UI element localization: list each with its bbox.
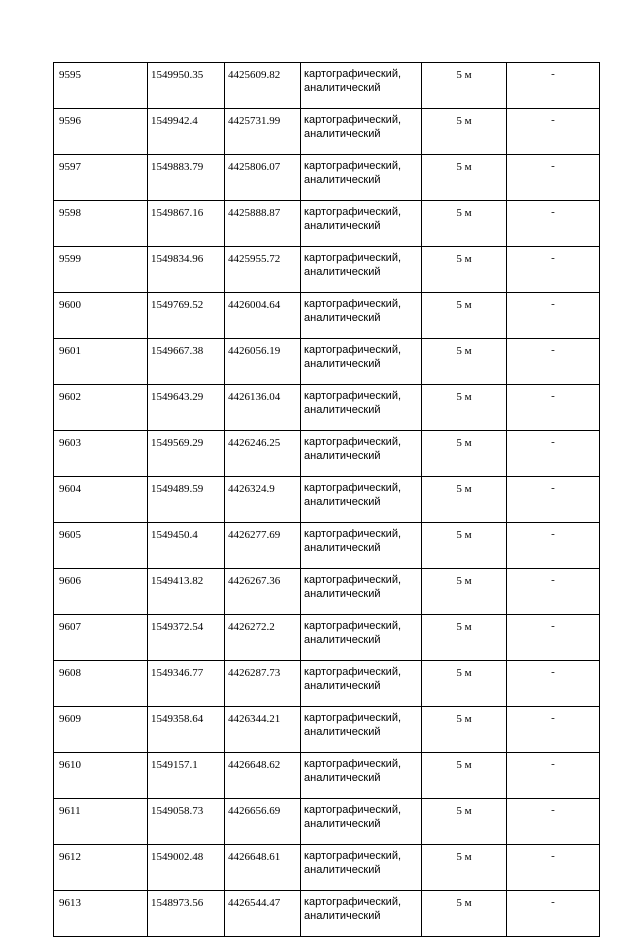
x-coordinate-cell: 1549950.35 <box>148 63 225 109</box>
accuracy-cell: 5 м <box>422 753 507 799</box>
method-line-2: аналитический <box>304 726 381 738</box>
method-cell <box>301 799 422 845</box>
note-cell: - <box>507 707 600 753</box>
method-line-1: картографический, <box>304 436 402 448</box>
y-coordinate-cell: 4425609.82 <box>225 63 301 109</box>
method-line-1: картографический, <box>304 804 402 816</box>
method-cell <box>301 615 422 661</box>
table-row <box>54 707 600 753</box>
accuracy-cell: 5 м <box>422 707 507 753</box>
note-cell: - <box>507 523 600 569</box>
note-cell: - <box>507 753 600 799</box>
x-coordinate-cell: 1549450.4 <box>148 523 225 569</box>
method-cell <box>301 247 422 293</box>
method-cell <box>301 661 422 707</box>
table-row <box>54 201 600 247</box>
method-line-2: аналитический <box>304 266 381 278</box>
method-cell <box>301 109 422 155</box>
method-line-1: картографический, <box>304 620 402 632</box>
accuracy-cell: 5 м <box>422 891 507 937</box>
x-coordinate-cell: 1549569.29 <box>148 431 225 477</box>
method-line-1: картографический, <box>304 298 402 310</box>
method-line-2: аналитический <box>304 680 381 692</box>
note-cell: - <box>507 385 600 431</box>
x-coordinate-cell: 1549834.96 <box>148 247 225 293</box>
y-coordinate-cell: 4426004.64 <box>225 293 301 339</box>
method-line-1: картографический, <box>304 896 402 908</box>
accuracy-cell: 5 м <box>422 385 507 431</box>
accuracy-cell: 5 м <box>422 661 507 707</box>
accuracy-cell: 5 м <box>422 293 507 339</box>
x-coordinate-cell: 1549002.48 <box>148 845 225 891</box>
table-row <box>54 109 600 155</box>
method-line-2: аналитический <box>304 588 381 600</box>
note-cell: - <box>507 477 600 523</box>
point-number-cell: 9611 <box>54 799 148 845</box>
x-coordinate-cell: 1549346.77 <box>148 661 225 707</box>
method-cell <box>301 293 422 339</box>
y-coordinate-cell: 4425806.07 <box>225 155 301 201</box>
y-coordinate-cell: 4426267.36 <box>225 569 301 615</box>
method-cell <box>301 845 422 891</box>
note-cell: - <box>507 569 600 615</box>
x-coordinate-cell: 1549883.79 <box>148 155 225 201</box>
accuracy-cell: 5 м <box>422 845 507 891</box>
accuracy-cell: 5 м <box>422 155 507 201</box>
table-row <box>54 569 600 615</box>
table-row <box>54 385 600 431</box>
method-cell <box>301 385 422 431</box>
y-coordinate-cell: 4426344.21 <box>225 707 301 753</box>
note-cell: - <box>507 431 600 477</box>
x-coordinate-cell: 1549867.16 <box>148 201 225 247</box>
x-coordinate-cell: 1549058.73 <box>148 799 225 845</box>
x-coordinate-cell: 1549157.1 <box>148 753 225 799</box>
table-row <box>54 339 600 385</box>
table-row <box>54 155 600 201</box>
point-number-cell: 9613 <box>54 891 148 937</box>
point-number-cell: 9609 <box>54 707 148 753</box>
accuracy-cell: 5 м <box>422 477 507 523</box>
method-cell <box>301 753 422 799</box>
method-cell <box>301 477 422 523</box>
note-cell: - <box>507 63 600 109</box>
x-coordinate-cell: 1549643.29 <box>148 385 225 431</box>
method-line-1: картографический, <box>304 758 402 770</box>
y-coordinate-cell: 4425888.87 <box>225 201 301 247</box>
method-cell <box>301 63 422 109</box>
point-number-cell: 9604 <box>54 477 148 523</box>
method-line-2: аналитический <box>304 772 381 784</box>
method-line-2: аналитический <box>304 174 381 186</box>
note-cell: - <box>507 247 600 293</box>
method-line-1: картографический, <box>304 68 402 80</box>
method-line-2: аналитический <box>304 496 381 508</box>
y-coordinate-cell: 4426246.25 <box>225 431 301 477</box>
note-cell: - <box>507 201 600 247</box>
note-cell: - <box>507 155 600 201</box>
method-line-2: аналитический <box>304 404 381 416</box>
method-line-1: картографический, <box>304 390 402 402</box>
method-line-2: аналитический <box>304 450 381 462</box>
method-line-1: картографический, <box>304 206 402 218</box>
accuracy-cell: 5 м <box>422 615 507 661</box>
table-body <box>54 63 600 937</box>
accuracy-cell: 5 м <box>422 431 507 477</box>
method-line-1: картографический, <box>304 850 402 862</box>
method-line-2: аналитический <box>304 910 381 922</box>
y-coordinate-cell: 4426272.2 <box>225 615 301 661</box>
point-number-cell: 9608 <box>54 661 148 707</box>
accuracy-cell: 5 м <box>422 201 507 247</box>
method-line-1: картографический, <box>304 712 402 724</box>
y-coordinate-cell: 4426136.04 <box>225 385 301 431</box>
note-cell: - <box>507 845 600 891</box>
table-row <box>54 431 600 477</box>
y-coordinate-cell: 4426324.9 <box>225 477 301 523</box>
note-cell: - <box>507 661 600 707</box>
note-cell: - <box>507 339 600 385</box>
point-number-cell: 9596 <box>54 109 148 155</box>
method-line-2: аналитический <box>304 818 381 830</box>
method-cell <box>301 707 422 753</box>
table-row <box>54 293 600 339</box>
table-row <box>54 845 600 891</box>
table-row <box>54 891 600 937</box>
accuracy-cell: 5 м <box>422 569 507 615</box>
table-row <box>54 661 600 707</box>
method-cell <box>301 155 422 201</box>
y-coordinate-cell: 4425731.99 <box>225 109 301 155</box>
y-coordinate-cell: 4426544.47 <box>225 891 301 937</box>
method-line-2: аналитический <box>304 220 381 232</box>
accuracy-cell: 5 м <box>422 799 507 845</box>
x-coordinate-cell: 1549413.82 <box>148 569 225 615</box>
method-line-2: аналитический <box>304 864 381 876</box>
table-row <box>54 615 600 661</box>
note-cell: - <box>507 799 600 845</box>
table-row <box>54 753 600 799</box>
x-coordinate-cell: 1549372.54 <box>148 615 225 661</box>
point-number-cell: 9598 <box>54 201 148 247</box>
method-line-1: картографический, <box>304 114 402 126</box>
x-coordinate-cell: 1549489.59 <box>148 477 225 523</box>
x-coordinate-cell: 1548973.56 <box>148 891 225 937</box>
accuracy-cell: 5 м <box>422 109 507 155</box>
note-cell: - <box>507 109 600 155</box>
point-number-cell: 9606 <box>54 569 148 615</box>
method-cell <box>301 569 422 615</box>
accuracy-cell: 5 м <box>422 523 507 569</box>
x-coordinate-cell: 1549667.38 <box>148 339 225 385</box>
method-line-2: аналитический <box>304 82 381 94</box>
method-line-1: картографический, <box>304 574 402 586</box>
method-line-1: картографический, <box>304 252 402 264</box>
point-number-cell: 9601 <box>54 339 148 385</box>
point-number-cell: 9599 <box>54 247 148 293</box>
note-cell: - <box>507 891 600 937</box>
coordinates-table <box>53 62 600 937</box>
note-cell: - <box>507 293 600 339</box>
y-coordinate-cell: 4426648.62 <box>225 753 301 799</box>
accuracy-cell: 5 м <box>422 339 507 385</box>
method-line-2: аналитический <box>304 358 381 370</box>
accuracy-cell: 5 м <box>422 247 507 293</box>
point-number-cell: 9612 <box>54 845 148 891</box>
point-number-cell: 9595 <box>54 63 148 109</box>
method-cell <box>301 431 422 477</box>
x-coordinate-cell: 1549358.64 <box>148 707 225 753</box>
point-number-cell: 9597 <box>54 155 148 201</box>
method-line-2: аналитический <box>304 128 381 140</box>
method-line-1: картографический, <box>304 666 402 678</box>
y-coordinate-cell: 4426656.69 <box>225 799 301 845</box>
method-cell <box>301 339 422 385</box>
method-cell <box>301 891 422 937</box>
accuracy-cell: 5 м <box>422 63 507 109</box>
method-line-1: картографический, <box>304 528 402 540</box>
point-number-cell: 9610 <box>54 753 148 799</box>
method-line-2: аналитический <box>304 312 381 324</box>
table-row <box>54 477 600 523</box>
method-line-2: аналитический <box>304 634 381 646</box>
method-line-1: картографический, <box>304 344 402 356</box>
point-number-cell: 9603 <box>54 431 148 477</box>
point-number-cell: 9600 <box>54 293 148 339</box>
y-coordinate-cell: 4426287.73 <box>225 661 301 707</box>
y-coordinate-cell: 4425955.72 <box>225 247 301 293</box>
table-row <box>54 523 600 569</box>
note-cell: - <box>507 615 600 661</box>
method-line-1: картографический, <box>304 482 402 494</box>
point-number-cell: 9602 <box>54 385 148 431</box>
y-coordinate-cell: 4426648.61 <box>225 845 301 891</box>
y-coordinate-cell: 4426056.19 <box>225 339 301 385</box>
document-page <box>53 62 599 937</box>
point-number-cell: 9605 <box>54 523 148 569</box>
y-coordinate-cell: 4426277.69 <box>225 523 301 569</box>
x-coordinate-cell: 1549942.4 <box>148 109 225 155</box>
method-cell <box>301 201 422 247</box>
method-line-2: аналитический <box>304 542 381 554</box>
method-line-1: картографический, <box>304 160 402 172</box>
x-coordinate-cell: 1549769.52 <box>148 293 225 339</box>
table-row <box>54 63 600 109</box>
method-cell <box>301 523 422 569</box>
table-row <box>54 247 600 293</box>
point-number-cell: 9607 <box>54 615 148 661</box>
table-row <box>54 799 600 845</box>
